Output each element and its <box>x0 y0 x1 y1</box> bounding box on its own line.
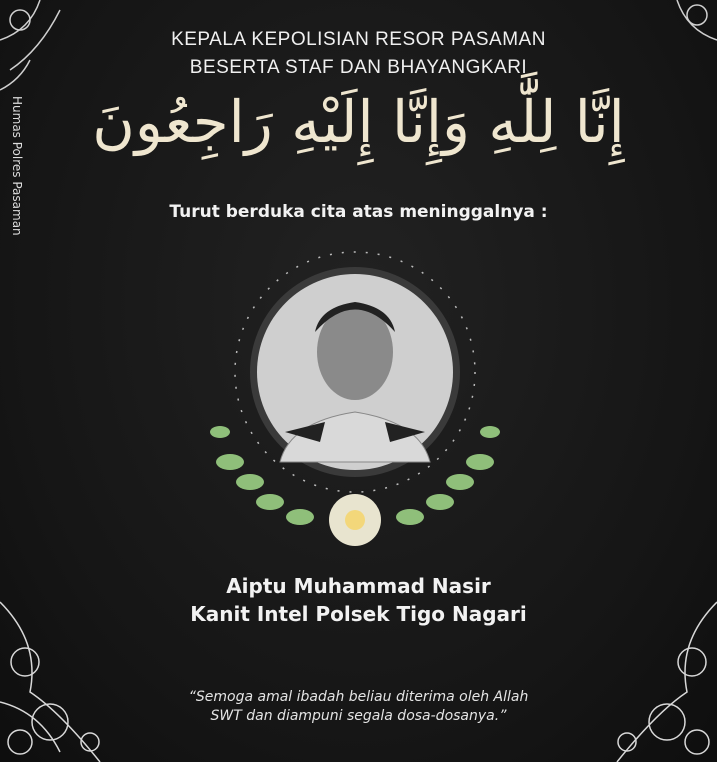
arabic-calligraphy: إِنَّا لِلَّٰهِ وَإِنَّا إِلَيْهِ رَاجِعُونَ <box>92 88 625 156</box>
deceased-info <box>0 572 717 628</box>
prayer-line-2: SWT dan diampuni segala dosa-dosanya.” <box>210 708 507 724</box>
header-line-2: BESERTA STAF DAN BHAYANGKARI <box>189 57 528 78</box>
portrait-wreath <box>190 232 520 562</box>
prayer-line-1: “Semoga amal ibadah beliau diterima oleh Allah <box>188 689 529 705</box>
side-credit: Humas Polres Pasaman <box>10 96 24 236</box>
prayer-quote <box>0 688 717 726</box>
header <box>0 26 717 82</box>
header-line-1: KEPALA KEPOLISIAN RESOR PASAMAN <box>171 29 546 50</box>
lotus-flower-icon <box>329 494 381 546</box>
deceased-position: Kanit Intel Polsek Tigo Nagari <box>190 602 527 626</box>
deceased-name: Aiptu Muhammad Nasir <box>226 574 491 598</box>
subheading: Turut berduka cita atas meninggalnya : <box>169 202 548 222</box>
